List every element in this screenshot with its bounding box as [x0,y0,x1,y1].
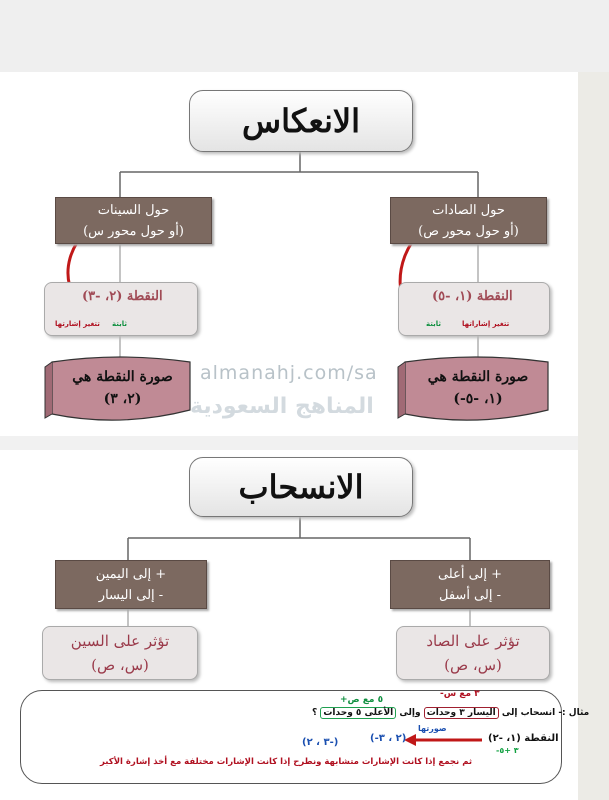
left-banner-back [45,362,52,418]
left-image-line1: صورة النقطة هي [72,369,173,385]
example-rule: ثم نجمع إذا كانت الإشارات متشابهة ونطرح إذا كانت الإشارات مختلفة مع أخذ إشارة الأكبر [100,757,473,767]
translation-right-line1: إلى أعلى + [437,566,503,582]
left-point-changes: تتغير إشارتها [55,320,100,328]
translation-left-effect-box [42,626,198,680]
right-image-text [413,366,543,410]
left-box-line2: (أو حول محور س) [83,223,184,239]
example-image-red: (-٢ ، ٣) [370,733,407,744]
example-mid: وإلى [399,708,421,718]
example-label: مثال :- [558,708,590,718]
left-image-text [60,366,185,410]
reflection-right-box [390,197,547,244]
example-image-blue: (٣ ، ٢-) [302,737,339,748]
translation-right-effect-box [396,626,550,680]
watermark-arabic: المناهج السعودية [190,394,374,419]
watermark-url: almanahj.com/sa [200,362,378,384]
right-image-line2: (-١، -٥) [453,391,503,407]
right-point-text: النقطة (١، -٥) [432,289,513,304]
example-left-part: اليسار ٣ وحدات [424,707,499,719]
right-effect-line1: تؤثر على الصاد [426,632,520,650]
example-intro: انسحاب إلى [501,708,556,718]
right-image-line1: صورة النقطة هي [427,369,529,385]
left-point-text: النقطة (٢، -٣) [82,289,163,304]
translation-left-line2: إلى اليسار - [98,587,164,603]
left-box-line1: حول السينات [97,202,170,218]
example-note-right: +٥ مع ص [340,695,384,705]
left-point-fixed: ثابتة [112,320,127,328]
reflection-title-text: الانعكاس [242,102,360,140]
right-box-line2: (أو حول محور ص) [418,223,519,239]
reflection-left-box [55,197,212,244]
example-sentence [312,708,589,718]
example-arrow [404,733,484,747]
right-effect-line2: (س، ص) [444,656,502,674]
translation-right-line2: إلى أسفل - [439,587,501,603]
example-image-label: صورتها [418,724,447,733]
right-point-fixed: ثابتة [426,320,441,328]
right-box-line1: حول الصادات [432,202,505,218]
translation-title [189,457,413,517]
section-separator [0,436,578,450]
translation-left-box [55,560,207,609]
translation-right-box [390,560,550,609]
left-image-line2: (٢، ٣) [103,391,142,407]
example-right-part: الأعلى ٥ وحدات [320,707,396,719]
reflection-title [189,90,413,152]
example-question: ؟ [312,708,318,718]
right-banner-back [398,362,405,418]
translation-title-text: الانسحاب [238,468,364,506]
translation-left-line1: إلى اليمين + [95,566,167,582]
right-point-changes: تتغير إشاراتها [462,320,510,328]
example-point-label: النقطة (١، -٢) [488,733,559,744]
left-effect-line1: تؤثر على السين [70,632,170,650]
example-digits-under: -٣ +٥ [496,746,519,755]
example-note-left: -٣ مع س [440,689,480,699]
left-effect-line2: (س، ص) [91,656,149,674]
